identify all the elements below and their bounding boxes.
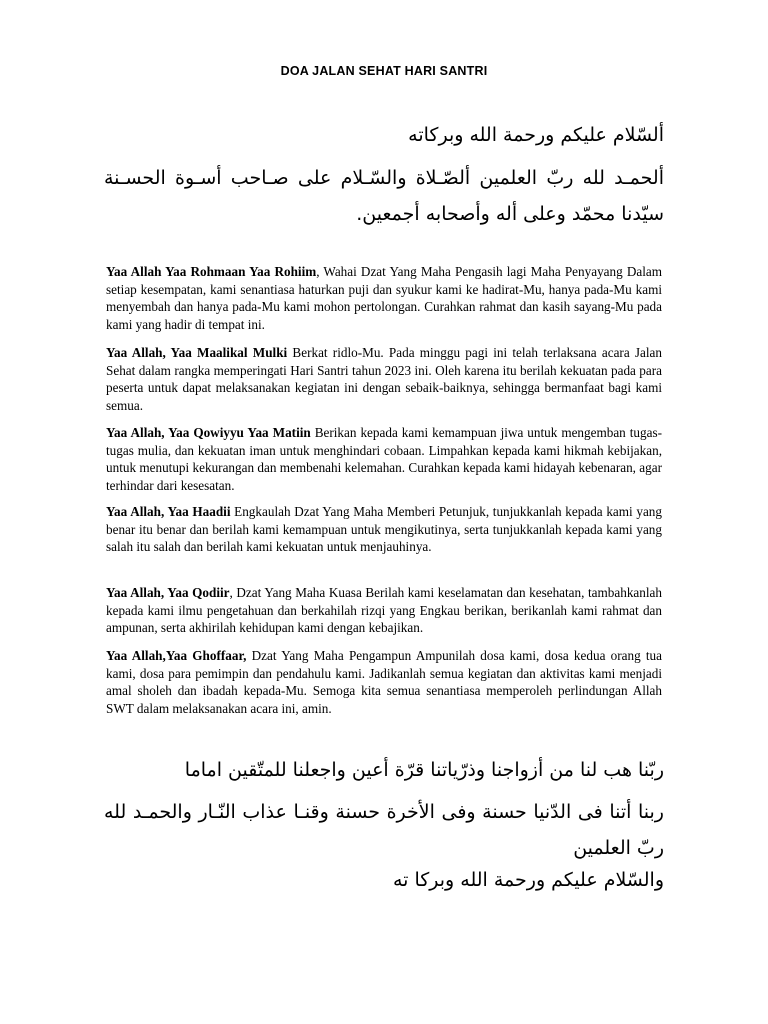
- paragraph-text: , Wahai Dzat Yang Maha Pengasih lagi Maha Penyayang Dalam setiap kesempatan, kami senantiasa haturkan puji dan syukur kami ke hadirat-Mu, hanya pada-Mu kami menyembah dan hanya pada-Mu kami mohon pertolongan. Curahkan rahmat dan kasih sayang-Mu pada kami yang hadir di tempat ini.: [106, 264, 662, 332]
- prayer-paragraph-2: [106, 344, 662, 414]
- arabic-praise: ألحمـد لله ربّ العلمين ألصّـلاة والسّـلام على صـاحب أسـوة الحسـنة سيّدنا محمّد وعلى أله وأصحابه أجمعين.: [104, 167, 664, 225]
- prayer-paragraph-4: [106, 503, 662, 556]
- paragraph-lead: Yaa Allah,Yaa Ghoffaar,: [106, 648, 247, 663]
- paragraph-text: Engkaulah Dzat Yang Maha Memberi Petunjuk, tunjukkanlah kepada kami yang benar itu benar dan berilah kami kemampuan untuk mengikutinya, serta tunjukkanlah kepada kami yang salah itu salah dan berilah kami kekuatan untuk menjauhinya.: [106, 504, 662, 554]
- arabic-closing-salam: والسّلام عليكم ورحمة الله وبركا ته: [392, 869, 664, 891]
- prayer-paragraph-1: [106, 263, 662, 333]
- paragraph-text: Berkat ridlo-Mu. Pada minggu pagi ini telah terlaksana acara Jalan Sehat dalam rangka memperingati Hari Santri tahun 2023 ini. Oleh karena itu berilah kekuatan pada para peserta untuk dapat melaksanakan kegiatan ini dengan sebaik-baiknya, sehingga bermanfaat bagi kami semua.: [106, 345, 662, 413]
- paragraph-text: , Dzat Yang Maha Kuasa Berilah kami keselamatan dan kesehatan, tambahkanlah kepada kami ilmu pengetahuan dan berkahilah rizqi yang Engkau berikan, berikanlah kami rahmat dan ampunan, serta akhirilah kehidupan kami dengan kebajikan.: [106, 585, 662, 635]
- paragraph-lead: Yaa Allah, Yaa Qodiir: [106, 585, 230, 600]
- prayer-paragraph-3: [106, 424, 662, 494]
- paragraph-lead: Yaa Allah, Yaa Haadii: [106, 504, 231, 519]
- document-title: DOA JALAN SEHAT HARI SANTRI: [280, 64, 488, 78]
- prayer-paragraph-6: [106, 647, 662, 717]
- arabic-greeting: ألسّلام عليكم ورحمة الله وبركاته: [408, 124, 664, 146]
- paragraph-text: Berikan kepada kami kemampuan jiwa untuk mengemban tugas-tugas mulia, dan kekuatan iman untuk menghindari cobaan. Limpahkan kepada kami hikmah kebijakan, untuk menutupi kekurangan dan membenahi kelemahan. Curahkan kepada kami hidayah kebenaran, agar terhindar dari kesesatan.: [106, 425, 662, 493]
- paragraph-lead: Yaa Allah, Yaa Maalikal Mulki: [106, 345, 288, 360]
- prayer-paragraph-5: [106, 584, 662, 637]
- paragraph-lead: Yaa Allah, Yaa Qowiyyu Yaa Matiin: [106, 425, 311, 440]
- paragraph-lead: Yaa Allah Yaa Rohmaan Yaa Rohiim: [106, 264, 317, 279]
- arabic-dua-1: ربّنا هب لنا من أزواجنا وذرّياتنا قرّة أعين واجعلنا للمتّقين اماما: [184, 759, 664, 781]
- arabic-dua-2: ربنا أتنا فى الدّنيا حسنة وفى الأخرة حسنة وقنـا عذاب النّـار والحمـد لله ربّ العلمين: [104, 801, 664, 859]
- paragraph-text: Dzat Yang Maha Pengampun Ampunilah dosa kami, dosa kedua orang tua kami, dosa para pemimpin dan pendahulu kami. Jadikanlah semua kegiatan dan aktivitas kami menjadi amal sholeh dan ibadah kepada-Mu. Semoga kita semua senantiasa memperoleh perlindungan Allah SWT dalam melaksanakan acara ini, amin.: [106, 648, 662, 716]
